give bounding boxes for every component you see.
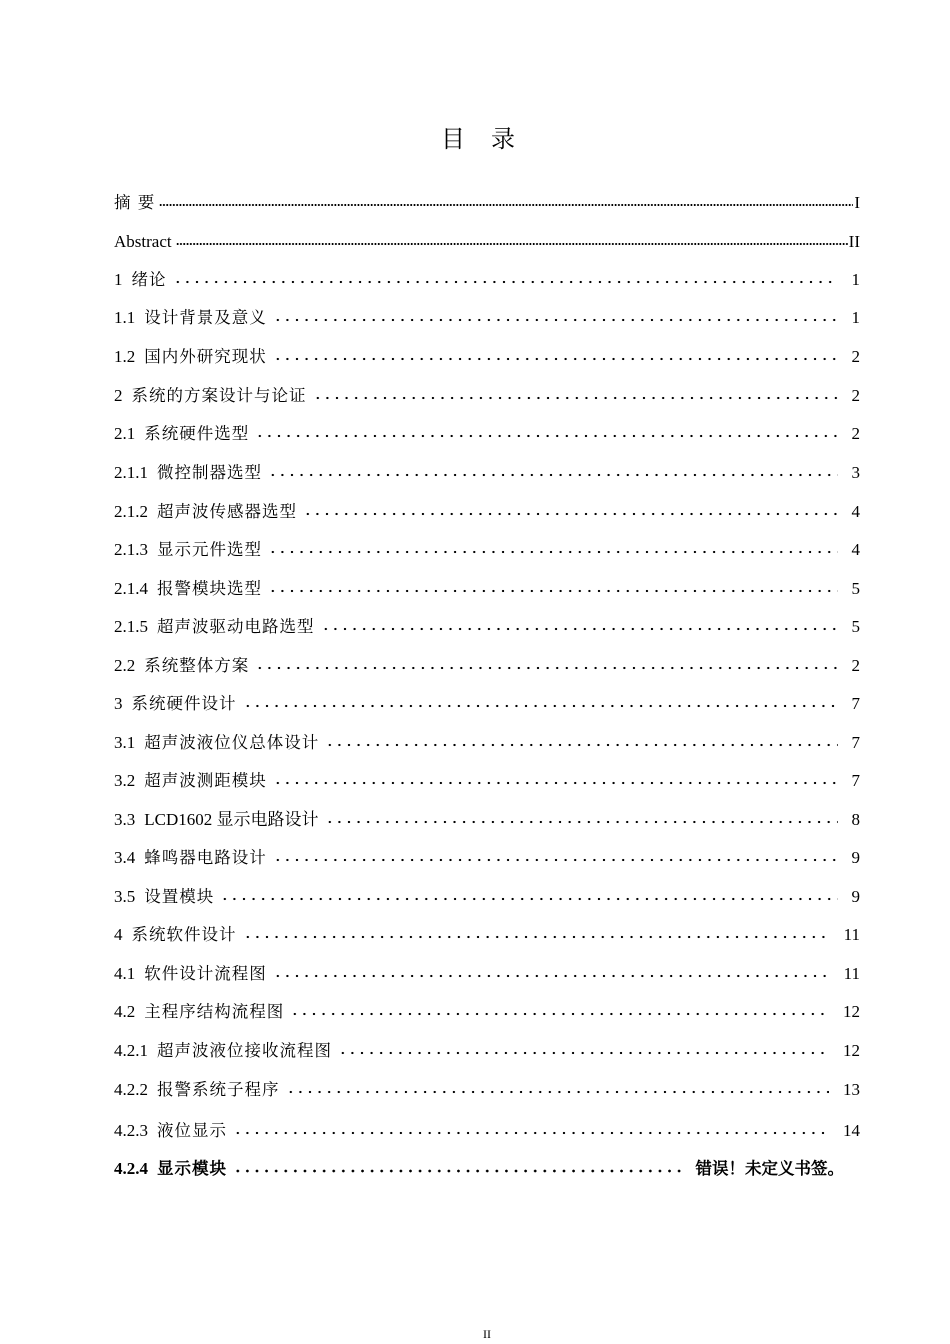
toc-entry-page-number: II — [848, 232, 860, 251]
toc-entry-page-number: 12 — [843, 1002, 860, 1021]
dot-leader — [233, 1131, 829, 1135]
toc-entry-number: 4.2.1 — [114, 1041, 148, 1060]
toc-entry-page-number: 4 — [851, 540, 860, 559]
dot-leader — [273, 858, 838, 862]
toc-entry-label — [114, 458, 266, 488]
dot-leader — [233, 1169, 684, 1173]
toc-entry-title: 系统的方案设计与论证 — [131, 386, 307, 405]
toc-entry[interactable] — [114, 303, 860, 333]
toc-entry-label — [114, 381, 311, 411]
toc-entry[interactable] — [114, 843, 860, 873]
toc-entry[interactable] — [114, 1075, 860, 1105]
dot-leader — [159, 203, 853, 207]
toc-entry-title: 摘 要 — [114, 193, 156, 212]
toc-entry-title: 报警系统子程序 — [157, 1080, 280, 1099]
toc-entry-page-number: I — [854, 193, 860, 212]
toc-entry-number: 2.1.2 — [114, 502, 148, 521]
toc-entry-number: 4 — [114, 925, 123, 944]
toc-entry-title: 显示元件选型 — [157, 540, 262, 559]
toc-entry-number: 3 — [114, 694, 123, 713]
toc-entry-page-number: 2 — [851, 347, 860, 366]
toc-entry-title: 系统硬件设计 — [131, 694, 237, 713]
toc-entry-number: 2.1.1 — [114, 463, 148, 482]
toc-entry-title: 系统软件设计 — [131, 925, 237, 944]
dot-leader — [290, 1012, 829, 1016]
toc-entry-number: 4.2.2 — [114, 1080, 148, 1099]
toc-entry-page-number: 12 — [843, 1041, 860, 1060]
dot-leader — [273, 974, 830, 978]
toc-entry-title: 超声波传感器选型 — [157, 502, 297, 521]
toc-entry-number: 2 — [114, 386, 123, 405]
toc-entry[interactable] — [114, 920, 860, 950]
toc-entry-label — [114, 303, 271, 333]
toc-entry-number: 4.2 — [114, 1002, 136, 1021]
toc-entry-title: 绪论 — [131, 270, 167, 289]
toc-entry[interactable] — [114, 227, 860, 257]
toc-entry-label — [114, 997, 288, 1027]
dot-leader — [286, 1090, 830, 1094]
toc-entry-label — [114, 612, 319, 642]
toc-entry-label — [114, 342, 271, 372]
dot-leader — [273, 781, 838, 785]
toc-entry[interactable] — [114, 1116, 860, 1146]
toc-entry-title: 蜂鸣器电路设计 — [144, 848, 267, 867]
bookmark-error-text: 错误！未定义书签。 — [695, 1159, 844, 1178]
toc-entry-label — [114, 188, 159, 218]
toc-entry-number: 3.3 — [114, 810, 136, 829]
toc-entry-title: 系统硬件选型 — [144, 424, 250, 443]
toc-entry[interactable] — [114, 651, 860, 681]
dot-leader — [220, 897, 837, 901]
toc-entry-number: 1 — [114, 270, 123, 289]
toc-entry-number: 3.1 — [114, 733, 136, 752]
toc-entry-title: 设置模块 — [144, 887, 215, 906]
toc-entry-label — [114, 882, 218, 912]
toc-entry-page-number: 1 — [851, 308, 860, 327]
page-title: 目录 — [441, 125, 541, 153]
dot-leader — [255, 666, 837, 670]
toc-entry[interactable] — [114, 535, 860, 565]
toc-entry-number: 2.1.3 — [114, 540, 148, 559]
toc-entry-title: 国内外研究现状 — [144, 347, 267, 366]
toc-entry[interactable] — [114, 959, 860, 989]
toc-entry-page-number: 13 — [843, 1080, 860, 1099]
toc-entry-title: Abstract — [114, 232, 172, 251]
toc-entry[interactable] — [114, 1154, 860, 1184]
dot-leader — [325, 743, 837, 747]
toc-entry-title: 报警模块选型 — [157, 579, 262, 598]
toc-entry-number: 3.5 — [114, 887, 136, 906]
toc-entry-page-number: 2 — [851, 386, 860, 405]
toc-entry-title: 设计背景及意义 — [144, 308, 267, 327]
toc-entry-page-number: 5 — [851, 579, 860, 598]
toc-entry-page-number: 8 — [851, 810, 860, 829]
dot-leader — [173, 280, 838, 284]
toc-entry-title: 超声波液位仪总体设计 — [144, 733, 320, 752]
toc-entry-number: 4.2.3 — [114, 1121, 148, 1140]
dot-leader — [303, 512, 838, 516]
toc-entry[interactable] — [114, 188, 860, 218]
dot-leader — [273, 318, 838, 322]
toc-entry[interactable] — [114, 728, 860, 758]
toc-entry-title: 主程序结构流程图 — [144, 1002, 285, 1021]
toc-entry[interactable] — [114, 381, 860, 411]
toc-entry-title: 软件设计流程图 — [144, 964, 267, 983]
dot-leader — [268, 473, 838, 477]
toc-entry-number: 3.4 — [114, 848, 136, 867]
toc-entry-title: LCD1602 显示电路设计 — [144, 810, 319, 829]
dot-leader — [338, 1051, 829, 1055]
toc-entry-page-number: 11 — [843, 964, 860, 983]
toc-entry[interactable] — [114, 458, 860, 488]
dot-leader — [325, 820, 838, 824]
toc-entry-page-number: 1 — [851, 270, 860, 289]
toc-entry-page-number: 7 — [851, 694, 860, 713]
toc-entry-label — [114, 1154, 231, 1184]
toc-entry-number: 2.1.4 — [114, 579, 148, 598]
toc-entry-title: 超声波驱动电路选型 — [157, 617, 315, 636]
toc-entry[interactable] — [114, 689, 860, 719]
toc-entry-label — [114, 959, 271, 989]
toc-entry-title: 超声波测距模块 — [144, 771, 267, 790]
toc-entry-title: 液位显示 — [157, 1121, 227, 1140]
toc-entry[interactable] — [114, 342, 860, 372]
toc-entry[interactable] — [114, 265, 860, 295]
toc-entry-page-number: 4 — [851, 502, 860, 521]
toc-entry[interactable] — [114, 574, 860, 604]
toc-entry-page-number: 7 — [851, 733, 860, 752]
toc-entry[interactable] — [114, 766, 860, 796]
toc-entry-page-number: 3 — [851, 463, 860, 482]
toc-entry-title: 超声波液位接收流程图 — [157, 1041, 332, 1060]
dot-leader — [313, 396, 838, 400]
toc-entry-label — [114, 265, 171, 295]
toc-entry-number: 1.1 — [114, 308, 136, 327]
dot-leader — [268, 589, 838, 593]
toc-entry-label — [114, 728, 323, 758]
toc-entry-label — [114, 805, 323, 835]
toc-entry-label — [114, 419, 253, 449]
toc-entry-page-number: 9 — [851, 887, 860, 906]
footer-page-number: II — [483, 1327, 491, 1341]
toc-entry-number: 2.1.5 — [114, 617, 148, 636]
toc-entry-title: 系统整体方案 — [144, 656, 250, 675]
toc-entry-number: 3.2 — [114, 771, 136, 790]
dot-leader — [273, 357, 838, 361]
toc-entry-page-number: 11 — [843, 925, 860, 944]
toc-entry-label — [114, 766, 271, 796]
toc-entry[interactable] — [114, 612, 860, 642]
toc-entry[interactable] — [114, 882, 860, 912]
toc-entry-number: 4.1 — [114, 964, 136, 983]
toc-entry-page-number: 2 — [851, 424, 860, 443]
toc-entry-page-number: 7 — [851, 771, 860, 790]
toc-entry-label — [114, 497, 301, 527]
toc-entry-number: 1.2 — [114, 347, 136, 366]
toc-entry-label — [114, 1036, 336, 1066]
toc-entry[interactable] — [114, 805, 860, 835]
toc-entry-number: 4.2.4 — [114, 1159, 148, 1178]
toc-entry-page-number: 2 — [851, 656, 860, 675]
dot-leader — [243, 704, 838, 708]
toc-entry-title: 微控制器选型 — [157, 463, 262, 482]
toc-entry-label — [114, 920, 241, 950]
toc-entry-page-number: 5 — [851, 617, 860, 636]
dot-leader — [243, 935, 830, 939]
dot-leader — [176, 242, 848, 246]
dot-leader — [255, 434, 837, 438]
toc-entry-label — [114, 689, 241, 719]
toc-entry-label — [114, 1075, 284, 1105]
toc-entry-page-number: 14 — [843, 1121, 860, 1140]
toc-entry-title: 显示模块 — [157, 1159, 227, 1178]
toc-entry[interactable] — [114, 497, 860, 527]
toc-entry-label — [114, 227, 176, 257]
dot-leader — [321, 627, 838, 631]
toc-entry[interactable] — [114, 419, 860, 449]
toc-entry[interactable] — [114, 997, 860, 1027]
toc-entry-number: 2.2 — [114, 656, 136, 675]
toc-entry-label — [114, 843, 271, 873]
toc-entry-page-number: 9 — [851, 848, 860, 867]
toc-entry[interactable] — [114, 1036, 860, 1066]
toc-entry-number: 2.1 — [114, 424, 136, 443]
toc-entry-label — [114, 1116, 231, 1146]
toc-entry-label — [114, 574, 266, 604]
toc-entry-label — [114, 535, 266, 565]
dot-leader — [268, 550, 838, 554]
toc-entry-label — [114, 651, 253, 681]
